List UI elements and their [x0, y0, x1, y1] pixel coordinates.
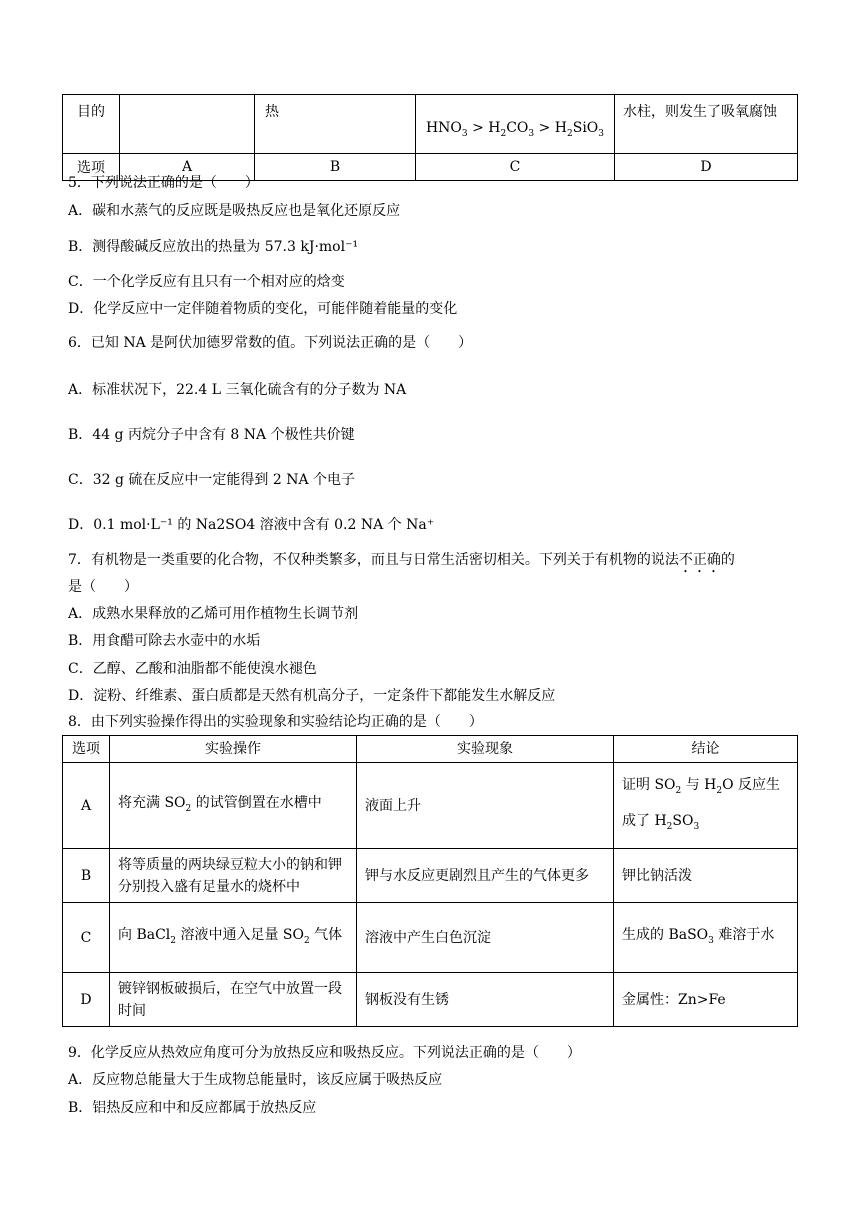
row-operation: 将充满 $SO_2$ 的试管倒置在水槽中 [110, 763, 357, 849]
q7-option-d: D．淀粉、纤维素、蛋白质都是天然有机高分子，一定条件下都能发生水解反应 [68, 688, 556, 704]
row-phenomenon: 钢板没有生锈 [357, 973, 614, 1027]
row-conclusion: 生成的 BaSO$_3$ 难溶于水 [614, 903, 798, 973]
option-d: D [615, 154, 798, 181]
table-row [63, 903, 798, 973]
table-row [63, 763, 798, 849]
header-option: 选项 [63, 736, 110, 763]
header-phenomenon: 实验现象 [357, 736, 614, 763]
row-operation: 向 BaCl$_2$ 溶液中通入足量 $SO_2$ 气体 [110, 903, 357, 973]
purpose-cell-d: 水柱，则发生了吸氧腐蚀 [615, 95, 798, 154]
table-header-row [63, 736, 798, 763]
row-conclusion: 钾比钠活泼 [614, 849, 798, 903]
table-row [63, 849, 798, 903]
q5-stem: 5．下列说法正确的是（ ） [68, 175, 259, 191]
q6-option-c: C．32 g 硫在反应中一定能得到 2 NA 个电子 [68, 472, 356, 488]
row-conclusion: 证明 $SO_2$ 与 $H_2O$ 反应生成了 $H_2SO_3$ [614, 763, 798, 849]
row-phenomenon: 钾与水反应更剧烈且产生的气体更多 [357, 849, 614, 903]
header-conclusion: 结论 [614, 736, 798, 763]
q7-option-a: A．成熟水果释放的乙烯可用作植物生长调节剂 [68, 606, 359, 622]
q7-stem-line2: 是（ ） [68, 579, 138, 595]
header-operation: 实验操作 [110, 736, 357, 763]
row-operation: 镀锌钢板破损后，在空气中放置一段时间 [110, 973, 357, 1027]
option-c: C [416, 154, 615, 181]
q7-option-b: B．用食醋可除去水壶中的水垢 [68, 633, 261, 649]
option-b: B [255, 154, 416, 181]
table-row [63, 95, 798, 154]
q5-option-c: C．一个化学反应有且只有一个相对应的焓变 [68, 274, 345, 290]
q5-option-a: A．碳和水蒸气的反应既是吸热反应也是氧化还原反应 [68, 203, 401, 219]
row-option: C [63, 903, 110, 973]
q6-stem: 6．已知 NA 是阿伏加德罗常数的值。下列说法正确的是（ ） [68, 335, 473, 351]
experiment-table-q8 [62, 735, 798, 1027]
row-operation: 将等质量的两块绿豆粒大小的钠和钾分别投入盛有足量水的烧杯中 [110, 849, 357, 903]
purpose-cell-a [120, 95, 255, 154]
table-row [63, 973, 798, 1027]
q6-option-a: A．标准状况下，22.4 L 三氧化硫含有的分子数为 NA [68, 382, 407, 398]
q9-option-a: A．反应物总能量大于生成物总能量时，该反应属于吸热反应 [68, 1072, 443, 1088]
purpose-label: 目的 [63, 95, 120, 154]
q5-option-d: D．化学反应中一定伴随着物质的变化，可能伴随着能量的变化 [68, 301, 458, 317]
q7-stem-end: 的 [720, 552, 735, 568]
option-a: A [120, 154, 255, 181]
q9-option-b: B．铝热反应和中和反应都属于放热反应 [68, 1100, 317, 1116]
q7-option-c: C．乙醇、乙酸和油脂都不能使溴水褪色 [68, 661, 317, 677]
row-option: B [63, 849, 110, 903]
row-conclusion: 金属性：Zn>Fe [614, 973, 798, 1027]
acid-order-formula: $HNO_3 > H_2CO_3 > H_2SiO_3$ [425, 119, 605, 139]
purpose-cell-c [416, 95, 615, 154]
q6-option-b: B．44 g 丙烷分子中含有 8 NA 个极性共价键 [68, 427, 355, 443]
option-label: 选项 [63, 154, 120, 181]
q9-stem: 9．化学反应从热效应角度可分为放热反应和吸热反应。下列说法正确的是（ ） [68, 1045, 581, 1061]
row-option: A [63, 763, 110, 849]
purpose-cell-b: 热 [255, 95, 416, 154]
q6-option-d: D．0.1 mol·L⁻¹ 的 Na2SO4 溶液中含有 0.2 NA 个 Na⁺ [68, 517, 435, 533]
q7-stem-text: 7．有机物是一类重要的化合物，不仅种类繁多，而且与日常生活密切相关。下列关于有机物的说法 [68, 552, 679, 568]
row-option: D [63, 973, 110, 1027]
q5-option-b: B．测得酸碱反应放出的热量为 57.3 kJ·mol⁻¹ [68, 239, 359, 255]
row-phenomenon: 溶液中产生白色沉淀 [357, 903, 614, 973]
q8-stem: 8．由下列实验操作得出的实验现象和实验结论均正确的是（ ） [68, 714, 483, 730]
experiment-table-top [62, 94, 798, 181]
q7-stem-line1 [68, 551, 735, 576]
q7-emphasis: 不正确 [678, 552, 721, 568]
row-phenomenon: 液面上升 [357, 763, 614, 849]
